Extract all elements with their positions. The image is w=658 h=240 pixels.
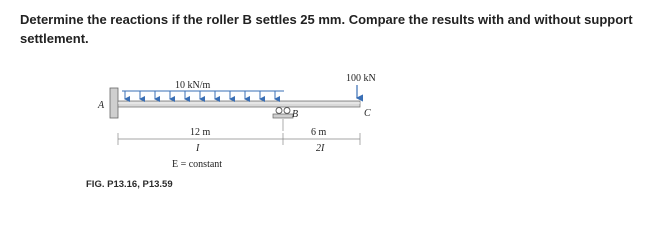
span-ab-length: 12 m: [190, 127, 211, 138]
point-load-label: 100 kN: [346, 73, 376, 84]
support-b-label: B: [292, 109, 299, 120]
modulus-note: E = constant: [172, 159, 223, 170]
question-text: Determine the reactions if the roller B settles 25 mm. Compare the results with and without support settlement.: [20, 12, 633, 46]
distributed-load-label: 10 kN/m: [175, 80, 211, 91]
span-bc-inertia: 2I: [316, 143, 325, 154]
roller-support-b: [273, 108, 293, 132]
fixed-support-a: [110, 88, 118, 118]
support-a-label: A: [98, 100, 105, 111]
span-bc-length: 6 m: [311, 127, 327, 138]
point-c-label: C: [364, 108, 371, 119]
figure-label: FIG. P13.16, P13.59: [86, 179, 173, 190]
span-ab-inertia: I: [196, 143, 200, 154]
distributed-load: [122, 91, 284, 99]
beam: [118, 101, 360, 107]
